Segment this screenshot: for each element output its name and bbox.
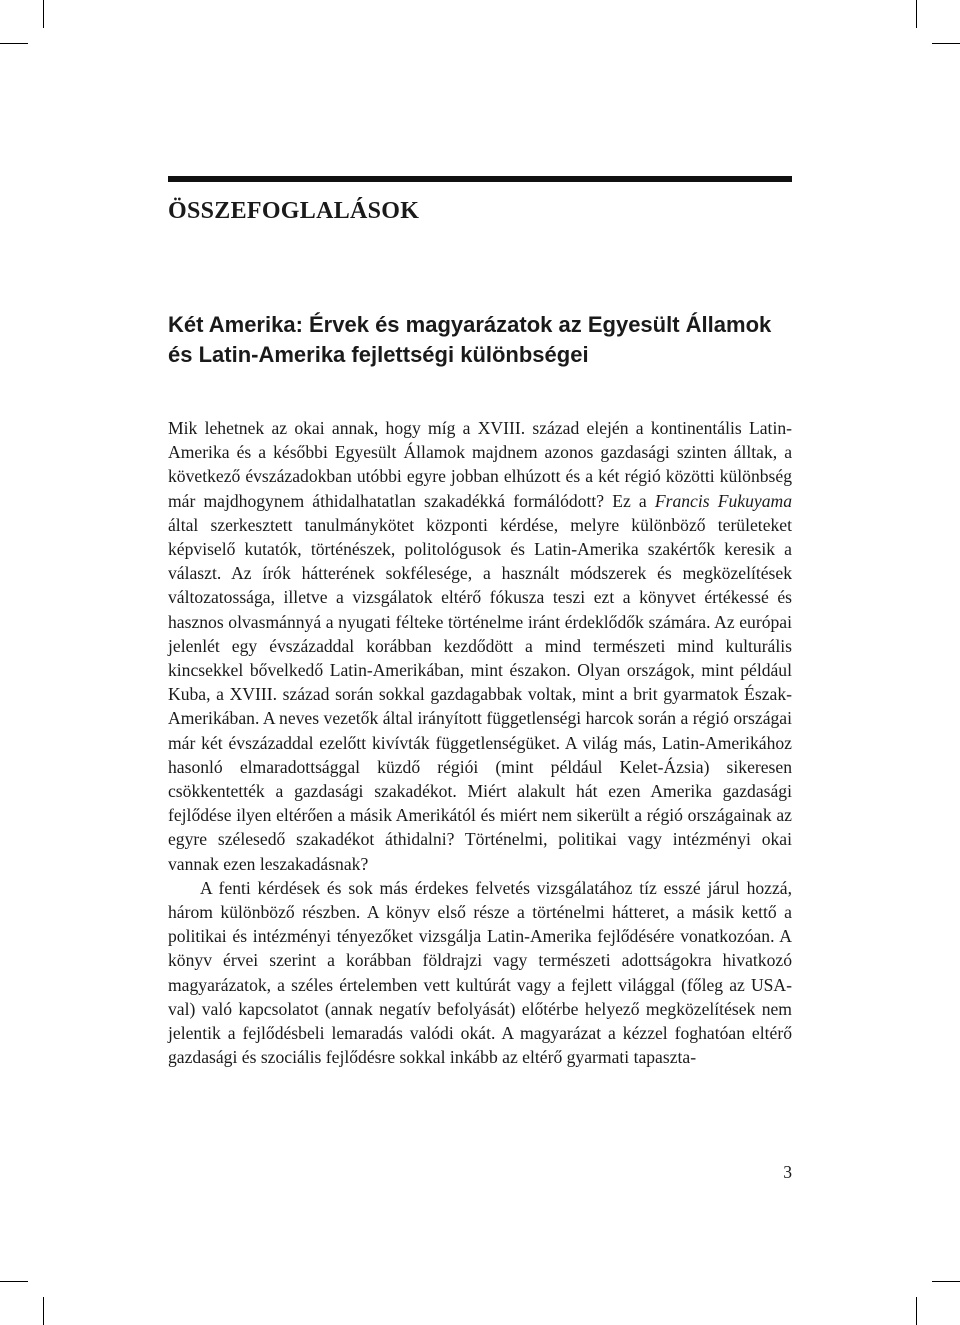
crop-mark-bottom-right-horizontal bbox=[932, 1281, 960, 1282]
paragraph-2: A fenti kérdések és sok más érdekes felvetés vizsgálatához tíz esszé járul hozzá, három különböző részben. A könyv első része a történelmi hátteret, a másik kettő a politikai és intézményi tényezőket vizsgálja Latin-Amerika fejlődésére vonatkozóan. A könyv érvei szerint a korábban földrajzi vagy természeti adottságokra hivatkozó magyarázatok, a széles értelemben vett kultúrát vagy a fejlett világgal (főleg az USA-val) való kapcsolatot (annak negatív befolyását) előtérbe helyező megközelítések nem jelentik a fejlődésbeli lemaradás valódi okát. A magyarázat a kézzel foghatóan eltérő gazdasági és szociális fejlődésre sokkal inkább az eltérő gyarmati tapaszta- bbox=[168, 877, 792, 1068]
section-title: ÖSSZEFOGLALÁSOK bbox=[168, 198, 420, 224]
crop-mark-bottom-left-vertical bbox=[43, 1297, 44, 1325]
paragraph-1-lead: Mik lehetnek az okai annak, hogy míg a XVIII. század elején a kontinentális Latin-Amerika és a későbbi Egyesült Államok majdnem azonos gazdasági szinten álltak, a következő évszázadokban utóbbi egyre jobban elhúzott és a két régió közötti különbség már majdhogynem áthidalhatatlan szakadékká formálódott? Ez a bbox=[168, 418, 792, 511]
crop-mark-top-right-vertical bbox=[916, 0, 917, 28]
crop-mark-top-left-horizontal bbox=[0, 43, 28, 44]
crop-mark-bottom-right-vertical bbox=[916, 1297, 917, 1325]
crop-mark-top-right-horizontal bbox=[932, 43, 960, 44]
editor-name: Francis Fukuyama bbox=[654, 490, 792, 511]
crop-mark-top-left-vertical bbox=[43, 0, 44, 28]
paragraph-1 bbox=[168, 416, 792, 876]
body-text bbox=[168, 416, 792, 1069]
crop-mark-bottom-left-horizontal bbox=[0, 1281, 28, 1282]
page-number: 3 bbox=[783, 1162, 792, 1182]
article-title: Két Amerika: Érvek és magyarázatok az Egyesült Államok és Latin-Amerika fejlettségi különbségei bbox=[168, 312, 772, 367]
header-rule bbox=[168, 176, 792, 182]
paragraph-1-rest: által szerkesztett tanulmánykötet központi kérdése, melyre különböző területeket képviselő kutatók, történészek, politológusok és Latin-Amerika szakértők keresik a választ. Az írók hátterének sokfélesége, a használt módszerek és megközelítések változatossága, illetve a vizsgálatok eltérő fókusza teszi ezt a könyvet értékessé és hasznos olvasmánnyá a nyugati félteke történelme iránt érdeklődők számára. Az európai jelenlét egy évszázaddal korábban kezdődött a mind természeti mind kulturális kincsekkel bővelkedő Latin-Amerikában, mint északon. Olyan országok, mint például Kuba, a XVIII. század során sokkal gazdagabbak voltak, mint a brit gyarmatok Észak-Amerikában. A neves vezetők által irányított függetlenségi harcok során a régió országai már két évszázaddal ezelőtt kivívták függetlenségüket. A világ más, Latin-Amerikához hasonló elmaradottsággal küzdő régiói (mint például Kelet-Ázsia) sikeresen csökkentették a gazdasági szakadékot. Miért alakult hát ezen Amerika gazdasági fejlődése ilyen eltérően a másik Amerikától és miért nem sikerült a régió országainak az egyre szélesedő szakadékot áthidalni? Történelmi, politikai vagy intézményi okai vannak ezen leszakadásnak? bbox=[168, 514, 792, 874]
